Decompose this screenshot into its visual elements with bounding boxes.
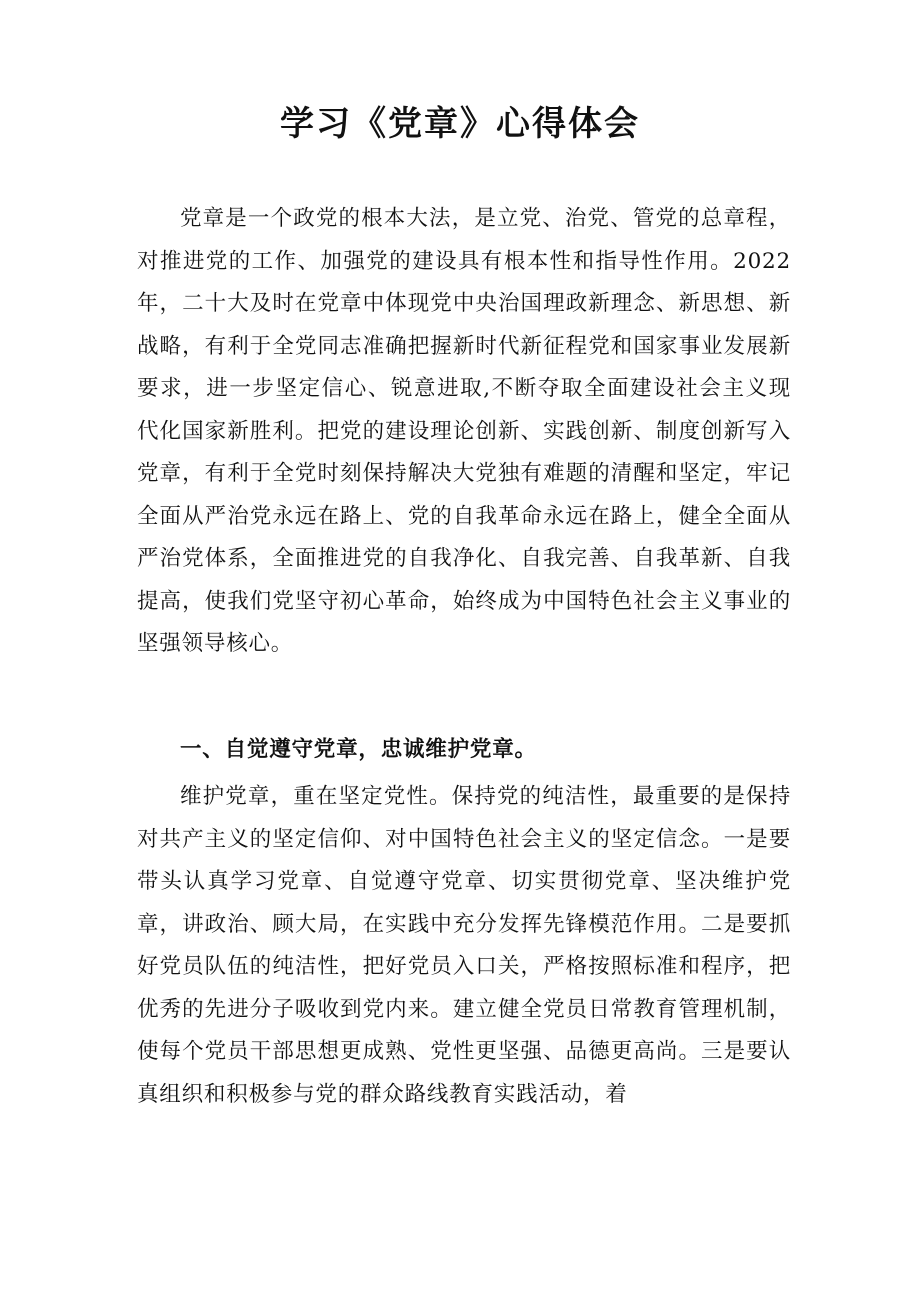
paragraph-section-1: 维护党章，重在坚定党性。保持党的纯洁性，最重要的是保持对共产主义的坚定信仰、对中国特色社会主义的坚定信念。一是要带头认真学习党章、自觉遵守党章、切实贯彻党章、坚决维护党章，讲政治、顾大局，在实践中充分发挥先锋模范作用。二是要抓好党员队伍的纯洁性，把好党员入口关，严格按照标准和程序，把优秀的先进分子吸收到党内来。建立健全党员日常教育管理机制，使每个党员干部思想更成熟、党性更坚强、品德更高尚。三是要认真组织和积极参与党的群众路线教育实践活动，着 xyxy=(137,784,791,1107)
section-heading-1: 一、自觉遵守党章，忠诚维护党章。 xyxy=(180,737,537,762)
paragraph-intro: 党章是一个政党的根本大法，是立党、治党、管党的总章程，对推进党的工作、加强党的建设具有根本性和指导性作用。2022年，二十大及时在党章中体现党中央治国理政新理念、新思想、新战略，有利于全党同志准确把握新时代新征程党和国家事业发展新要求，进一步坚定信心、锐意进取,不断夺取全面建设社会主义现代化国家新胜利。把党的建设理论创新、实践创新、制度创新写入党章，有利于全党时刻保持解决大党独有难题的清醒和坚定，牢记全面从严治党永远在路上、党的自我革命永远在路上，健全全面从严治党体系，全面推进党的自我净化、自我完善、自我革新、自我提高，使我们党坚守初心革命，始终成为中国特色社会主义事业的坚强领导核心。 xyxy=(137,206,791,656)
document-title: 学习《党章》心得体会 xyxy=(280,104,640,144)
